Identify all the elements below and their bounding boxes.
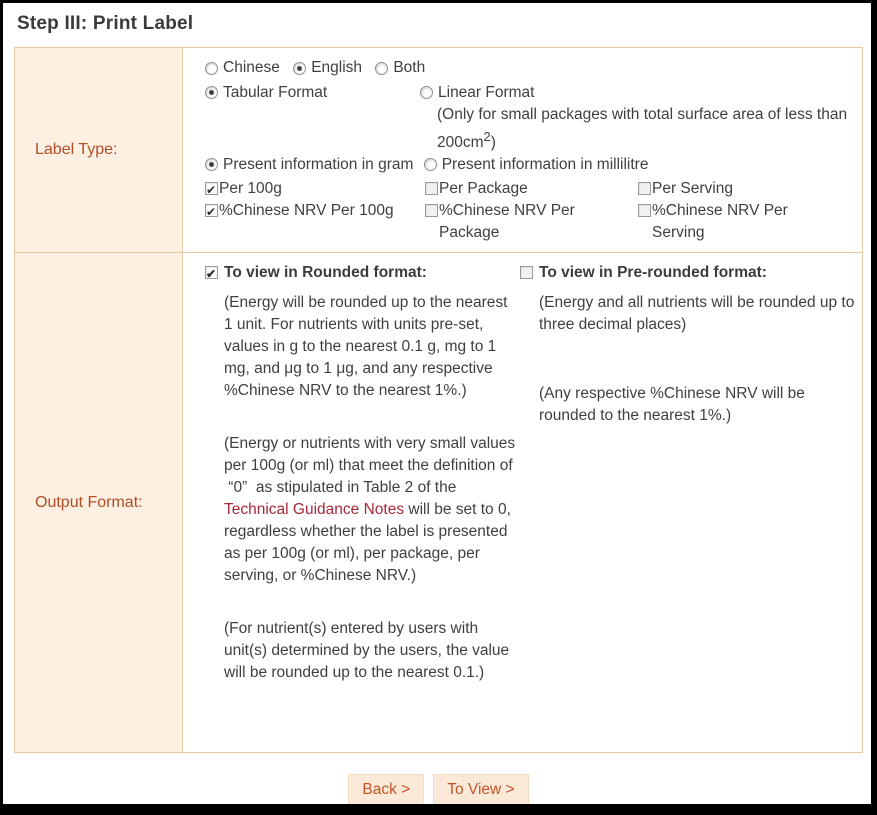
rounded-note-2-rest: will be set to 0, regardless whether the label is presented as per 100g (or ml), per package, per serving, or %Chinese NRV.) [224, 501, 511, 585]
page-title: Step III: Print Label [17, 13, 194, 34]
english-radio-label: English [311, 59, 363, 76]
unit-radio-group [205, 154, 856, 179]
pre-rounded-note-2: (Any respective %Chinese NRV will be rounded to the nearest 1%.) [539, 385, 805, 425]
radio-gram[interactable] [205, 158, 218, 171]
nrv-per-100g-option[interactable] [205, 200, 425, 222]
output-format-options [183, 253, 862, 752]
per-100g-checkbox[interactable] [205, 182, 218, 195]
linear-format-label: Linear Format [438, 83, 535, 101]
print-label-form [14, 47, 863, 753]
to-view-button[interactable]: To View > [433, 774, 528, 806]
back-button[interactable]: Back > [348, 774, 424, 806]
footer-buttons [14, 774, 863, 806]
output-format-row [15, 252, 862, 752]
linear-note-text: (Only for small packages with total surface area of less than 200cm [437, 105, 848, 151]
per-checkbox-row-1 [205, 178, 856, 200]
rounded-note-3: (For nutrient(s) entered by users with unit(s) determined by the users, the value will be rounded up to the nearest 0.1.) [224, 620, 510, 682]
radio-millilitre[interactable] [424, 158, 437, 171]
rounded-format-checkbox[interactable] [205, 266, 218, 279]
per-package-checkbox[interactable] [425, 182, 438, 195]
format-radio-group [205, 82, 856, 104]
radio-english[interactable] [293, 62, 306, 75]
rounded-format-column [205, 262, 520, 684]
millilitre-radio-option[interactable] [424, 154, 649, 176]
millilitre-radio-label: Present information in millilitre [441, 155, 649, 173]
page-content [3, 3, 871, 806]
nrv-per-serving-checkbox[interactable] [638, 204, 651, 217]
gram-radio-option[interactable] [205, 154, 413, 176]
per-package-option[interactable] [425, 178, 638, 200]
radio-tabular-format[interactable] [205, 86, 218, 99]
rounded-note-2 [205, 433, 520, 587]
per-100g-label: Per 100g [219, 180, 282, 198]
per-100g-option[interactable] [205, 178, 425, 200]
pre-rounded-format-column [520, 262, 856, 684]
english-radio-option[interactable] [293, 57, 362, 79]
linear-format-note [437, 104, 856, 154]
per-serving-option[interactable] [638, 178, 733, 200]
nrv-per-package-option[interactable] [425, 200, 638, 244]
linear-format-option[interactable] [420, 82, 534, 104]
tabular-format-label: Tabular Format [223, 83, 328, 101]
gram-radio-label: Present information in gram [223, 155, 414, 173]
per-serving-label: Per Serving [652, 180, 733, 198]
label-type-row [15, 48, 862, 252]
linear-note-superscript: 2 [483, 128, 491, 144]
nrv-per-package-label: %Chinese NRV Per Package [439, 202, 575, 242]
linear-note-close: ) [490, 133, 496, 151]
label-type-options [183, 48, 862, 252]
chinese-radio-label: Chinese [223, 59, 280, 76]
rounded-format-option[interactable] [205, 262, 520, 284]
language-radio-group [205, 57, 856, 82]
per-package-label: Per Package [439, 180, 528, 198]
radio-linear-format[interactable] [420, 86, 433, 99]
per-checkbox-row-2 [205, 200, 856, 244]
nrv-per-100g-checkbox[interactable] [205, 204, 218, 217]
technical-guidance-notes-link[interactable]: Technical Guidance Notes [224, 501, 405, 519]
tabular-format-option[interactable] [205, 82, 420, 104]
output-format-label: Output Format: [15, 253, 183, 752]
per-serving-checkbox[interactable] [638, 182, 651, 195]
rounded-note-1: (Energy will be rounded up to the nearest 1 unit. For nutrients with units pre-set, values in g to the nearest 0.1 g, mg to 1 mg, and μg to 1 μg, and any respective %Chinese NRV to the nearest 1%.) [224, 294, 508, 400]
chinese-radio-option[interactable] [205, 57, 280, 79]
both-radio-option[interactable] [375, 57, 425, 79]
radio-both[interactable] [375, 62, 388, 75]
pre-rounded-format-checkbox[interactable] [520, 266, 533, 279]
nrv-per-serving-option[interactable] [638, 200, 802, 244]
pre-rounded-format-option[interactable] [520, 262, 856, 284]
both-radio-label: Both [393, 59, 426, 76]
nrv-per-100g-label: %Chinese NRV Per 100g [219, 202, 394, 220]
nrv-per-package-checkbox[interactable] [425, 204, 438, 217]
pre-rounded-note-1: (Energy and all nutrients will be rounded up to three decimal places) [539, 294, 855, 334]
pre-rounded-format-title: To view in Pre-rounded format: [539, 264, 767, 282]
nrv-per-serving-label: %Chinese NRV Per Serving [652, 202, 788, 242]
label-type-label: Label Type: [15, 48, 183, 252]
rounded-format-title: To view in Rounded format: [224, 264, 427, 282]
rounded-note-2-text: (Energy or nutrients with very small values per 100g (or ml) that meet the definition of “0” as stipulated in Table 2 of the [224, 435, 516, 497]
radio-chinese[interactable] [205, 62, 218, 75]
